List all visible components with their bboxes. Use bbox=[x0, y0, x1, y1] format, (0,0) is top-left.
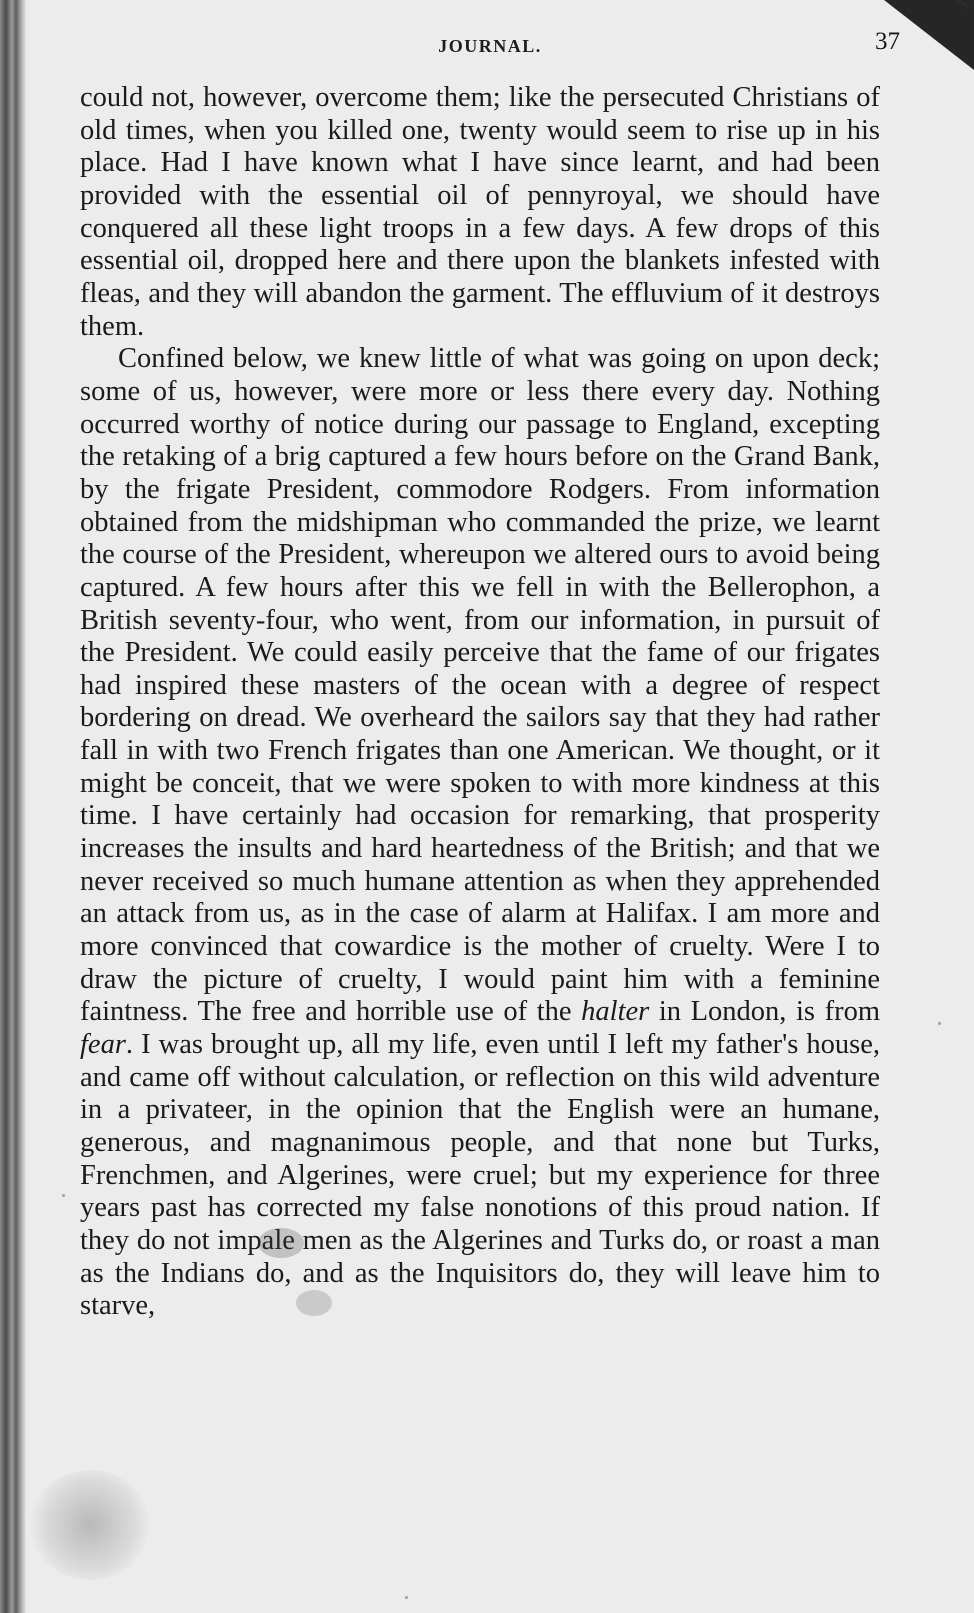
paper-speck bbox=[405, 1596, 408, 1599]
paper-stain bbox=[30, 1470, 150, 1580]
paragraph-1: could not, however, overcome them; like the persecuted Christians of old times, when you killed one, twenty would seem to rise up in his place. Had I have known what I have since learnt, and had been provided with the essential oil of pennyroyal, we should have conquered all these light troops in a few days. A few drops of this essential oil, dropped here and there upon the blankets infested with fleas, and they will abandon the garment. The effluvium of it destroys them. bbox=[80, 82, 880, 342]
emphasis-halter: halter bbox=[581, 996, 650, 1028]
paragraph-2-text-b: in London, is from bbox=[649, 996, 880, 1028]
page-body-text bbox=[80, 82, 880, 1323]
paragraph-2-text-c: . I was brought up, all my life, even until I left my father's house, and came off without calculation, or reflection on this wild adventure in a privateer, in the opinion that the English were an humane, generous, and magnanimous people, and that none but Turks, Frenchmen, and Algerines, were cruel; but my experience for three years past has corrected my false nonotions of this proud nation. If they do not impale men as the Algerines and Turks do, or roast a man as the Indians do, and as the Inquisitors do, they will leave him to starve, bbox=[80, 1029, 880, 1322]
paragraph-2 bbox=[80, 343, 880, 1323]
paper-speck bbox=[62, 1194, 65, 1197]
page-number: 37 bbox=[875, 28, 900, 55]
paragraph-2-text-a: Confined below, we knew little of what was going on upon deck; some of us, however, were more or less there every day. Nothing occurred worthy of notice during our passage to England, excepting the retaking of a brig captured a few hours before on the Grand Bank, by the frigate President, commodore Rodgers. From information obtained from the midshipman who commanded the prize, we learnt the course of the President, whereupon we altered ours to avoid being captured. A few hours after this we fell in with the Bellerophon, a British seventy-four, who went, from our information, in pursuit of the President. We could easily perceive that the fame of our frigates had inspired these masters of the ocean with a degree of respect bordering on dread. We overheard the sailors say that they had rather fall in with two French frigates than one American. We thought, or it might be conceit, that we were spoken to with more kindness at this time. I have certainly had occasion for remarking, that prosperity increases the insults and hard heartedness of the British; and that we never received so much humane attention as when they apprehended an attack from us, as in the case of alarm at Halifax. I am more and more convinced that cowardice is the mother of cruelty. Were I to draw the picture of cruelty, I would paint him with a feminine faintness. The free and horrible use of the bbox=[80, 343, 880, 1028]
ink-smudge bbox=[296, 1290, 332, 1316]
ink-smudge bbox=[258, 1228, 304, 1258]
paper-speck bbox=[938, 1022, 941, 1025]
emphasis-fear: fear bbox=[80, 1029, 126, 1061]
running-title: JOURNAL. bbox=[438, 36, 542, 56]
page-header bbox=[80, 30, 900, 70]
book-binding-edge bbox=[0, 0, 26, 1613]
